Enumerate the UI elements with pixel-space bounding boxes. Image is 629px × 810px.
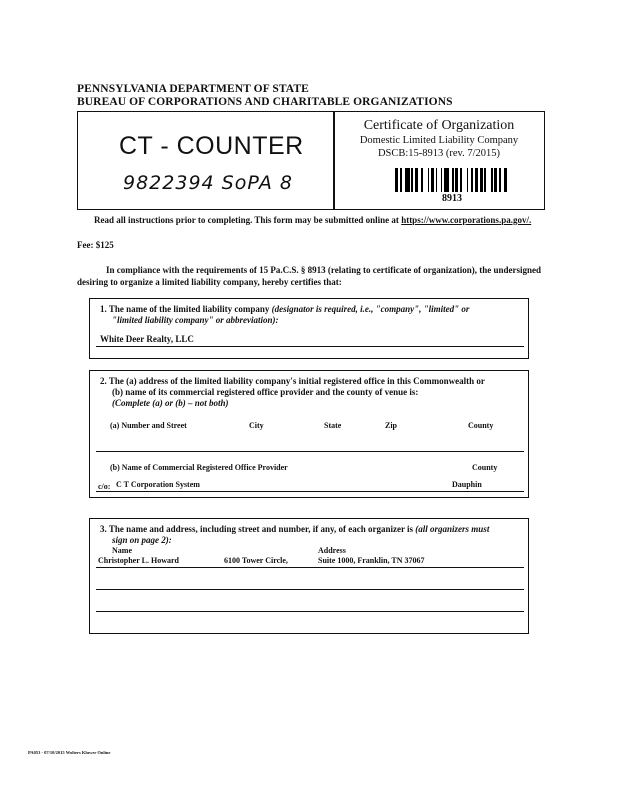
instructions-text xyxy=(94,215,531,225)
section-2-box xyxy=(89,370,529,498)
certificate-subtitle: Domestic Limited Liability Company xyxy=(359,135,519,146)
county-value[interactable]: Dauphin xyxy=(452,480,482,489)
organizer-line-2 xyxy=(96,589,524,590)
instructions-label: Read all instructions prior to completing. This form may be submitted online at xyxy=(94,215,399,225)
llc-name-value[interactable]: White Deer Realty, LLC xyxy=(100,334,194,344)
name-column-header: Name xyxy=(112,546,132,555)
organizer-suite-value[interactable]: Suite 1000, Franklin, TN 37067 xyxy=(318,556,425,565)
section-1-note: "limited liability company" or abbreviation): xyxy=(112,315,279,325)
section-3-box xyxy=(89,518,529,634)
street-column-label: (a) Number and Street xyxy=(110,421,187,430)
provider-county-label: County xyxy=(472,463,498,472)
organizer-street-value[interactable]: 6100 Tower Circle, xyxy=(224,556,288,565)
city-column-label: City xyxy=(249,421,264,430)
county-column-label: County xyxy=(468,421,494,430)
online-filing-link[interactable]: https://www.corporations.pa.gov/. xyxy=(401,215,532,225)
form-footer: PA053 - 07/10/2015 Wolters Kluwer Online xyxy=(28,750,111,755)
state-column-label: State xyxy=(324,421,342,430)
section-3-line-1: 3. The name and address, including street and number, if any, of each organizer is (all organizers must xyxy=(100,524,490,534)
certificate-code: DSCB:15-8913 (rev. 7/2015) xyxy=(377,148,501,159)
section-2-line-1: 2. The (a) address of the limited liability company's initial registered office in this Commonwealth or xyxy=(100,376,485,386)
organizer-name-value[interactable]: Christopher L. Howard xyxy=(98,556,179,565)
provider-name-value[interactable]: C T Corporation System xyxy=(116,480,200,489)
compliance-line-2: desiring to organize a limited liability company, hereby certifies that: xyxy=(77,277,342,287)
provider-line xyxy=(96,491,524,492)
department-heading: PENNSYLVANIA DEPARTMENT OF STATE xyxy=(77,83,309,95)
address-line xyxy=(96,451,524,452)
compliance-line-1: In compliance with the requirements of 15 Pa.C.S. § 8913 (relating to certificate of organization), the undersigned xyxy=(106,265,541,275)
certificate-box xyxy=(333,111,545,210)
certificate-title: Certificate of Organization xyxy=(363,118,515,133)
section-1-box xyxy=(89,298,529,359)
section-3-note: sign on page 2): xyxy=(112,535,172,545)
care-of-prefix: c/o: xyxy=(98,482,111,491)
bureau-heading: BUREAU OF CORPORATIONS AND CHARITABLE ORGANIZATIONS xyxy=(77,96,453,108)
barcode-graphic xyxy=(395,168,509,192)
fee-label: Fee: $125 xyxy=(77,240,114,250)
llc-name-line xyxy=(96,346,524,347)
address-column-header: Address xyxy=(318,546,346,555)
organizer-line-1 xyxy=(96,567,524,568)
provider-label: (b) Name of Commercial Registered Office Provider xyxy=(110,463,288,472)
section-1-label: 1. The name of the limited liability company (designator is required, i.e., "company", "limited" or xyxy=(100,304,470,314)
section-2-line-2: (b) name of its commercial registered office provider and the county of venue is: xyxy=(112,387,419,397)
ct-counter-stamp: CT - COUNTER xyxy=(119,132,304,160)
barcode-number: 8913 xyxy=(442,193,462,204)
organizer-line-3 xyxy=(96,611,524,612)
stamp-box xyxy=(77,111,335,210)
section-2-instruction: (Complete (a) or (b) – not both) xyxy=(112,398,229,408)
zip-column-label: Zip xyxy=(385,421,398,430)
handwritten-filing-number: 9822394 SoPA 8 xyxy=(123,172,293,194)
